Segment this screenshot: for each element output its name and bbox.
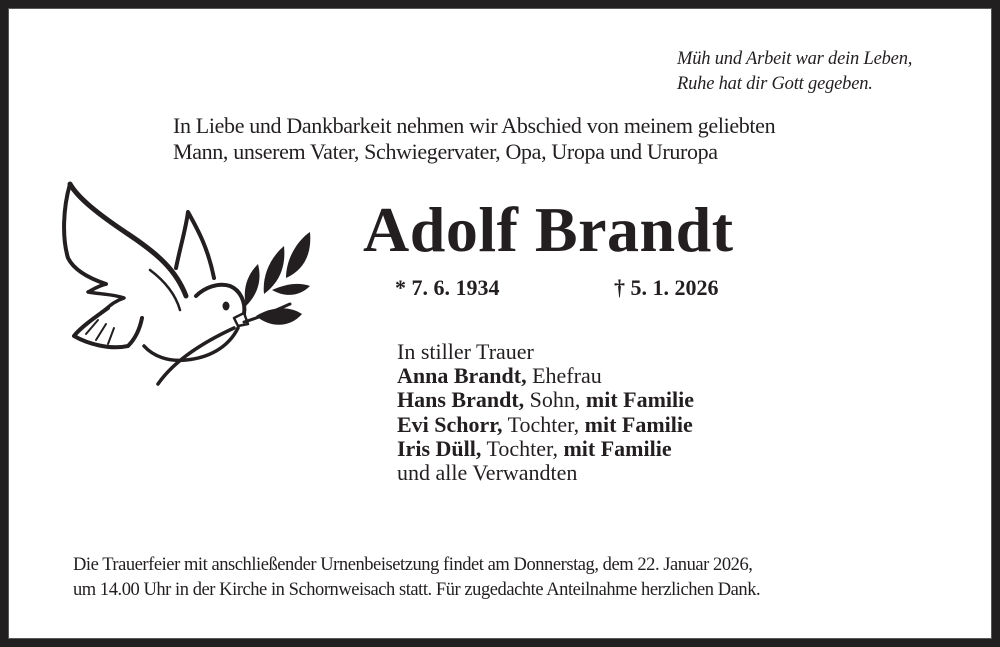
mourners-closing: und alle Verwandten: [397, 460, 578, 486]
mourner-relation: Tochter,: [502, 411, 585, 437]
dove-with-olive-branch-icon: [58, 178, 318, 398]
mourner-entry: [397, 388, 694, 412]
mourner-relation: Ehefrau: [526, 363, 602, 389]
funeral-notice: [73, 553, 760, 603]
intro-line: Mann, unserem Vater, Schwiegervater, Opa, Uropa und Ururopa: [173, 139, 718, 164]
verse-quote: [677, 47, 912, 97]
birth-date: * 7. 6. 1934: [395, 275, 500, 300]
mourner-family: mit Familie: [584, 411, 693, 437]
intro-line: In Liebe und Dankbarkeit nehmen wir Abschied von meinem geliebten: [173, 113, 776, 138]
mourner-relation: Tochter,: [481, 435, 564, 461]
mourner-entry: [397, 413, 694, 437]
mourner-name: Iris Düll,: [397, 435, 482, 461]
death-date: † 5. 1. 2026: [614, 275, 719, 300]
verse-line: Müh und Arbeit war dein Leben,: [677, 49, 913, 69]
mourner-name: Evi Schorr,: [397, 411, 503, 437]
mourner-family: mit Familie: [563, 435, 672, 461]
mourner-name: Hans Brandt,: [397, 387, 525, 413]
mourner-relation: Sohn,: [524, 387, 586, 413]
verse-line: Ruhe hat dir Gott gegeben.: [677, 74, 873, 94]
mourners-list: [397, 340, 694, 485]
mourner-family: mit Familie: [585, 387, 695, 413]
mourners-heading: In stiller Trauer: [397, 339, 534, 364]
deceased-name: Adolf Brandt: [363, 194, 734, 265]
mourner-entry: [397, 437, 694, 461]
mourner-entry: [397, 364, 694, 388]
notice-line: Die Trauerfeier mit anschließender Urnenbeisetzung findet am Donnerstag, dem 22. Januar 2026,: [73, 555, 753, 575]
mourner-name: Anna Brandt,: [397, 363, 527, 389]
notice-line: um 14.00 Uhr in der Kirche in Schornweisach statt. Für zugedachte Anteilnahme herzlichen Dank.: [73, 580, 761, 600]
intro-text: [173, 113, 775, 165]
